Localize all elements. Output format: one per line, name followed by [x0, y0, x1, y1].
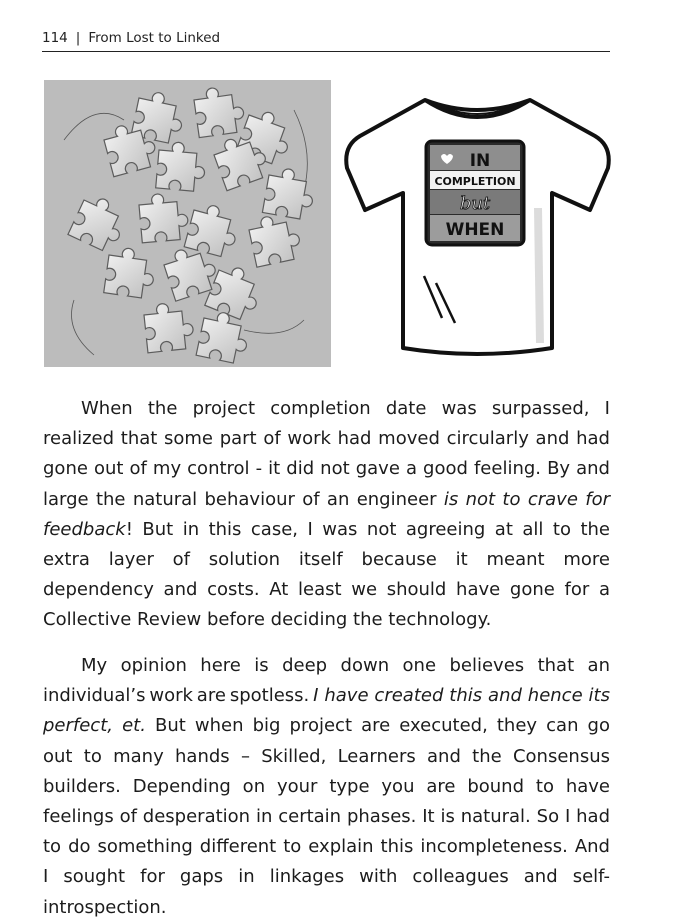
tshirt-print-line-2: COMPLETION: [434, 175, 516, 188]
body-paragraph-2: [43, 651, 610, 923]
tshirt-print-line-1: IN: [469, 151, 491, 171]
tshirt-print-line-3: but: [459, 193, 491, 214]
book-title: From Lost to Linked: [88, 30, 221, 46]
tshirt-illustration: [340, 78, 615, 368]
paragraph-2-text-after-italic: But when big project are executed, they can go out to many hands – Skilled, Learners and the Consensus builders. Depending on your type you are bound to have feelings of desperation in certain phases. It is natural. So I had to do something different to explain this incompleteness. And I sought for gaps in linkages with colleagues and self- introspection.: [43, 715, 610, 918]
jigsaw-puzzle-photo: [44, 80, 331, 367]
paragraph-1-text-after-italic: ! But in this case, I was not agreeing at all to the extra layer of solution itself because it meant more dependency and costs. At least we should have gone for a Collective Review before deciding the technology.: [43, 518, 610, 631]
page-number: 114: [42, 30, 68, 46]
page-header: [42, 29, 610, 52]
header-separator: |: [75, 30, 81, 46]
body-paragraph-1: [43, 394, 610, 636]
paragraph-1-text-before-italic: When the project completion date was surpassed, I realized that some part of work had moved circularly and had gone out of my control - it did not gave a good feeling. By and large the natural behaviour of an engineer: [43, 398, 610, 510]
paragraph-2-italic: I have created this and hence its perfect, et.: [43, 685, 610, 737]
paragraph-2-text-before-italic: My opinion here is deep down one believes that an individual’s work are spotless.: [43, 655, 610, 707]
paragraph-1-italic: is not to crave for feedback: [43, 488, 610, 540]
tshirt-print-line-4: WHEN: [445, 220, 505, 240]
